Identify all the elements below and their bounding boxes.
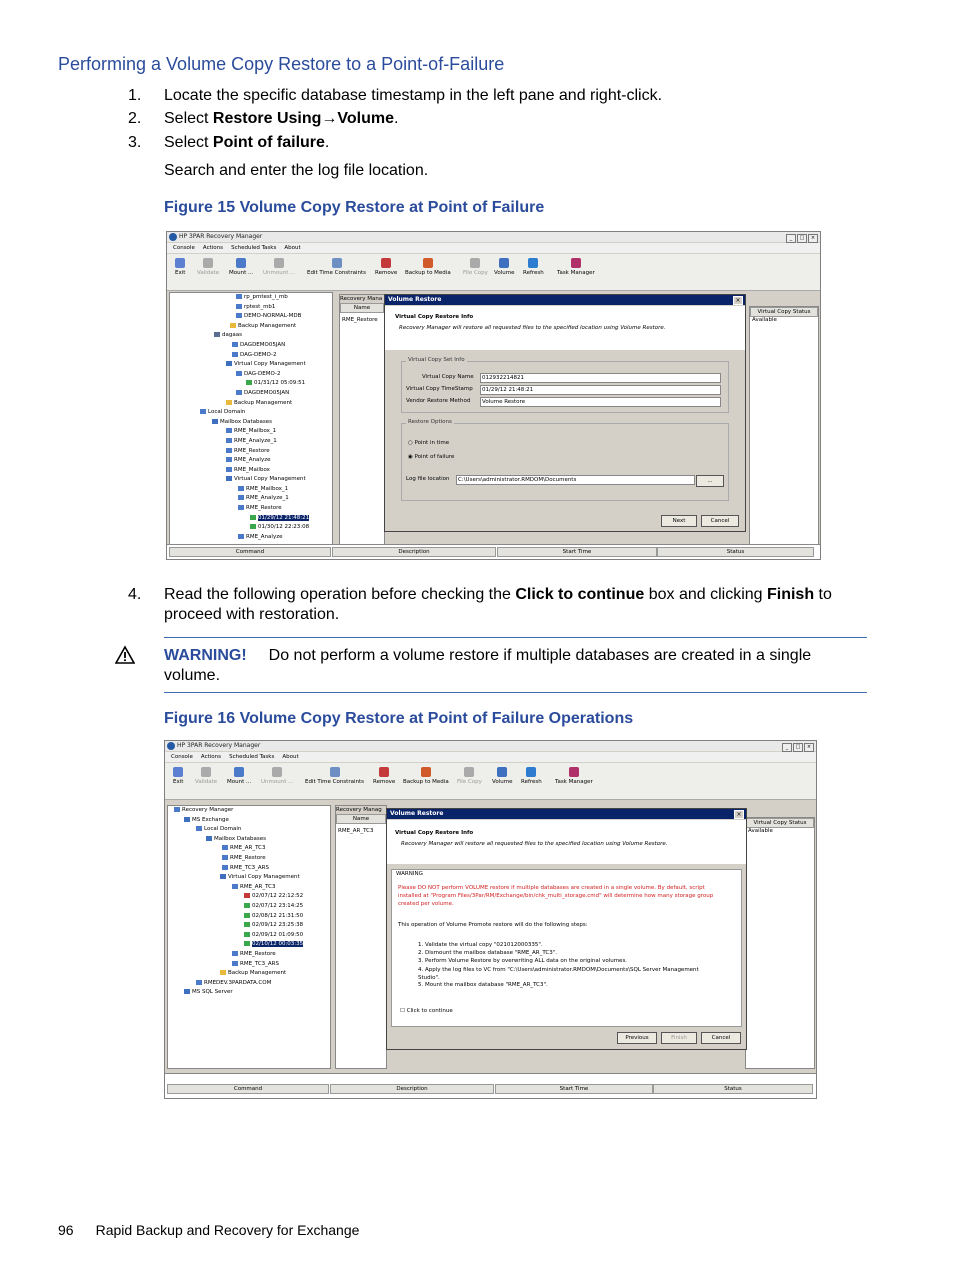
step-4-number: 4. xyxy=(128,586,142,603)
tree-node[interactable]: RME_TC3_ARS xyxy=(168,960,330,970)
mount-button[interactable]: Mount ... xyxy=(227,767,251,785)
toolbar xyxy=(167,254,820,291)
vc-name-field: 012932214821 xyxy=(480,373,721,383)
maximize-icon[interactable]: □ xyxy=(793,743,803,752)
tree-node[interactable]: DAG-DEMO-2 xyxy=(170,351,332,361)
tree-node[interactable]: Virtual Copy Management xyxy=(168,873,330,883)
cancel-button[interactable]: Cancel xyxy=(701,1032,741,1044)
menu-scheduled-tasks[interactable]: Scheduled Tasks xyxy=(229,754,275,760)
menu-console[interactable]: Console xyxy=(171,754,193,760)
step-3-number: 3. xyxy=(128,134,142,151)
exit-icon xyxy=(175,258,185,268)
figure-16-screenshot xyxy=(164,740,817,1099)
unmount-icon xyxy=(272,767,282,777)
figure-15-caption: Figure 15 Volume Copy Restore at Point of Failure xyxy=(164,199,545,216)
point-of-failure-radio[interactable]: ◉ Point of failure xyxy=(408,454,455,460)
previous-button[interactable]: Previous xyxy=(617,1032,657,1044)
remove-icon xyxy=(379,767,389,777)
info-banner xyxy=(387,820,746,864)
exit-button[interactable]: Exit xyxy=(173,767,183,785)
restore-options-group xyxy=(401,419,729,501)
refresh-button[interactable]: Refresh xyxy=(523,258,544,276)
section-heading: Performing a Volume Copy Restore to a Point-of-Failure xyxy=(58,54,505,74)
status-value: Available xyxy=(748,828,773,834)
minimize-icon[interactable]: _ xyxy=(786,234,796,243)
middle-pane-header: Recovery Mana xyxy=(340,296,383,302)
volume-icon xyxy=(499,258,509,268)
backup-to-media-button[interactable]: Backup to Media xyxy=(403,767,449,785)
hp-logo-icon xyxy=(167,742,175,750)
steps-intro: This operation of Volume Promote restore will do the following steps: xyxy=(398,922,588,928)
info-text: Recovery Manager will restore all requested files to the specified location using Volume Restore. xyxy=(399,325,666,331)
unmount-icon xyxy=(274,258,284,268)
tree-node[interactable]: Virtual Copy Management xyxy=(170,360,332,370)
description-column[interactable]: Description xyxy=(330,1084,494,1094)
dialog-title: Volume Restore xyxy=(387,809,746,819)
task-manager-button[interactable]: Task Manager xyxy=(555,767,593,785)
figure-15-screenshot xyxy=(166,231,821,560)
vendor-method-label: Vendor Restore Method xyxy=(406,398,471,404)
file-copy-icon xyxy=(470,258,480,268)
click-to-continue-checkbox[interactable]: ☐ Click to continue xyxy=(400,1008,453,1014)
tree-node[interactable]: DAGDEMO05JAN xyxy=(170,389,332,399)
log-file-input[interactable]: C:\Users\administrator.RMDOM\Documents xyxy=(456,475,695,485)
hp-logo-icon xyxy=(169,233,177,241)
window-titlebar xyxy=(167,232,820,242)
set-info-label: Virtual Copy Set Info xyxy=(408,357,465,363)
step-1-number: 1. xyxy=(128,87,142,104)
tree-node[interactable]: Mailbox Databases xyxy=(168,835,330,845)
menu-bar xyxy=(167,243,820,253)
task-grid xyxy=(167,544,820,559)
next-button[interactable]: Next xyxy=(661,515,697,527)
menu-console[interactable]: Console xyxy=(173,245,195,251)
remove-button[interactable]: Remove xyxy=(373,767,395,785)
tree-node[interactable]: 01/30/12 22:23:08 xyxy=(170,523,332,533)
menu-about[interactable]: About xyxy=(284,245,301,251)
menu-actions[interactable]: Actions xyxy=(202,245,224,251)
tree-node[interactable]: 02/07/12 22:12:52 xyxy=(168,892,330,902)
name-column-header[interactable]: Name xyxy=(336,814,386,824)
refresh-icon xyxy=(528,258,538,268)
middle-pane xyxy=(339,294,385,546)
validate-icon xyxy=(201,767,211,777)
warning-top-rule xyxy=(164,637,867,638)
virtual-copy-status-header[interactable]: Virtual Copy Status xyxy=(750,307,818,317)
dialog-close-icon[interactable]: × xyxy=(733,296,743,305)
tree-node[interactable]: DEMO-NORMAL-MDB xyxy=(170,312,332,322)
right-pane xyxy=(745,817,815,1069)
vc-timestamp-label: Virtual Copy TimeStamp xyxy=(406,386,473,392)
menu-bar xyxy=(165,752,816,762)
middle-pane-header: Recovery Manag xyxy=(336,806,386,814)
time-constraints-icon xyxy=(332,258,342,268)
browse-button[interactable]: ... xyxy=(696,475,724,487)
virtual-copy-set-info-group xyxy=(401,357,729,413)
close-icon[interactable]: × xyxy=(804,743,814,752)
tree-node[interactable]: dagaas xyxy=(170,331,332,341)
file-copy-icon xyxy=(464,767,474,777)
volume-restore-dialog xyxy=(386,808,747,1050)
vendor-method-field: Volume Restore xyxy=(480,397,721,407)
warning-title: WARNING xyxy=(396,871,423,877)
middle-row[interactable]: RME_AR_TC3 xyxy=(338,828,374,834)
restore-options-label: Restore Options xyxy=(408,419,452,425)
task-manager-icon xyxy=(571,258,581,268)
tree-node[interactable]: RME_Mailbox_1 xyxy=(170,485,332,495)
tree-node[interactable]: RME_AR_TC3 xyxy=(168,883,330,893)
volume-icon xyxy=(497,767,507,777)
volume-button[interactable]: Volume xyxy=(494,258,514,276)
vc-name-label: Virtual Copy Name xyxy=(422,374,474,380)
right-pane xyxy=(749,306,819,546)
status-value: Available xyxy=(752,317,777,323)
tree-node[interactable]: RME_Analyze xyxy=(170,533,332,543)
navigation-tree xyxy=(167,805,331,1069)
tree-node[interactable]: RME_Restore xyxy=(170,447,332,457)
tree-node[interactable]: Local Domain xyxy=(168,825,330,835)
edit-time-constraints-button[interactable]: Edit Time Constraints xyxy=(307,258,366,276)
status-column[interactable]: Status xyxy=(657,547,814,557)
volume-button[interactable]: Volume xyxy=(492,767,512,785)
page-footer xyxy=(58,1222,359,1238)
unmount-button[interactable]: Unmount ... xyxy=(261,767,293,785)
step-4-text: Read the following operation before checking the Click to continue box and clicking Finish to proceed with restoration. xyxy=(164,586,832,623)
warning-red-text: Please DO NOT perform VOLUME restore if multiple databases are created in a single volume. By default, script installed at "Program Files/3Par/RM/Exchange/bin/chk_multi_storage.cmd" will determine how many storage group created per volume. xyxy=(398,885,714,907)
window-title: HP 3PAR Recovery Manager xyxy=(179,233,263,240)
warning-bottom-rule xyxy=(164,692,867,693)
figure-16-caption: Figure 16 Volume Copy Restore at Point of Failure Operations xyxy=(164,710,634,727)
menu-scheduled-tasks[interactable]: Scheduled Tasks xyxy=(231,245,277,251)
task-manager-icon xyxy=(569,767,579,777)
start-time-column[interactable]: Start Time xyxy=(497,547,657,557)
middle-row[interactable]: RME_Restore xyxy=(342,317,378,323)
tree-node-selected[interactable]: 01/29/12 21:48:21 xyxy=(170,514,332,524)
info-title: Virtual Copy Restore Info xyxy=(395,830,474,836)
window-titlebar xyxy=(165,741,816,751)
tree-node[interactable]: RME_Analyze_1 xyxy=(170,494,332,504)
tree-node[interactable]: Mailbox Databases xyxy=(170,418,332,428)
volume-restore-dialog xyxy=(384,294,746,532)
finish-button[interactable]: Finish xyxy=(661,1032,697,1044)
refresh-button[interactable]: Refresh xyxy=(521,767,542,785)
start-time-column[interactable]: Start Time xyxy=(495,1084,653,1094)
menu-actions[interactable]: Actions xyxy=(200,754,222,760)
validate-icon xyxy=(203,258,213,268)
info-title: Virtual Copy Restore Info xyxy=(395,314,474,320)
tree-node[interactable]: RME_AR_TC3 xyxy=(168,844,330,854)
page-number: 96 xyxy=(58,1222,74,1238)
tree-node[interactable]: 02/09/12 01:09:50 xyxy=(168,931,330,941)
minimize-icon[interactable]: _ xyxy=(782,743,792,752)
tree-node[interactable]: 02/09/12 23:25:38 xyxy=(168,921,330,931)
navigation-tree xyxy=(169,292,333,546)
task-grid xyxy=(165,1073,816,1098)
unmount-button[interactable]: Unmount ... xyxy=(263,258,295,276)
window-title: HP 3PAR Recovery Manager xyxy=(177,742,261,749)
tree-node[interactable]: RME_Restore xyxy=(168,950,330,960)
step-line: 2. Dismount the mailbox database "RME_AR_TC3". xyxy=(418,950,558,956)
tree-node[interactable]: Recovery Manager xyxy=(168,806,330,816)
tree-node[interactable]: Backup Management xyxy=(170,399,332,409)
tree-node[interactable]: 01/31/12 05:09:51 xyxy=(170,379,332,389)
tree-node[interactable]: rp_pmtest_i_mb xyxy=(170,293,332,303)
warning-panel xyxy=(391,869,742,1027)
mount-icon xyxy=(234,767,244,777)
name-column-header[interactable]: Name xyxy=(340,303,384,313)
info-banner xyxy=(385,306,745,350)
mount-icon xyxy=(236,258,246,268)
step-line: 5. Mount the mailbox database "RME_AR_TC3". xyxy=(418,982,548,988)
dialog-title: Volume Restore xyxy=(385,295,745,305)
tree-node[interactable]: DAGDEMO05JAN xyxy=(170,341,332,351)
edit-time-constraints-button[interactable]: Edit Time Constraints xyxy=(305,767,364,785)
tree-node[interactable]: DAG-DEMO-2 xyxy=(170,370,332,380)
menu-about[interactable]: About xyxy=(282,754,299,760)
remove-icon xyxy=(381,258,391,268)
remove-button[interactable]: Remove xyxy=(375,258,397,276)
backup-media-icon xyxy=(423,258,433,268)
backup-media-icon xyxy=(421,767,431,777)
tree-node[interactable]: RME_Mailbox xyxy=(170,466,332,476)
tree-node[interactable]: RMEDEV.3PARDATA.COM xyxy=(168,979,330,989)
tree-node[interactable]: Backup Management xyxy=(170,322,332,332)
step-3-text: Select Point of failure. xyxy=(164,134,330,151)
warning-text: WARNING! Do not perform a volume restore if multiple databases are created in a single volume. xyxy=(164,647,812,684)
tree-node[interactable]: 02/08/12 21:31:50 xyxy=(168,912,330,922)
tree-node[interactable]: Local Domain xyxy=(170,408,332,418)
tree-node[interactable]: RME_Mailbox_1 xyxy=(170,427,332,437)
tree-node[interactable]: Backup Management xyxy=(168,969,330,979)
toolbar xyxy=(165,763,816,800)
tree-node[interactable]: RME_Analyze_1 xyxy=(170,437,332,447)
info-text: Recovery Manager will restore all requested files to the specified location using Volume Restore. xyxy=(401,841,668,847)
step-line: 3. Perform Volume Restore by overwriting ALL data on the original volumes. xyxy=(418,958,628,964)
tree-node[interactable]: rptest_mb1 xyxy=(170,303,332,313)
command-column[interactable]: Command xyxy=(167,1084,329,1094)
maximize-icon[interactable]: □ xyxy=(797,234,807,243)
step-line: 1. Validate the virtual copy "021012000335". xyxy=(418,942,543,948)
tree-node[interactable]: Virtual Copy Management xyxy=(170,475,332,485)
tree-node[interactable]: 02/07/12 23:14:25 xyxy=(168,902,330,912)
step-3-subtext: Search and enter the log file location. xyxy=(164,162,429,179)
log-file-label: Log file location xyxy=(406,476,450,482)
task-manager-button[interactable]: Task Manager xyxy=(557,258,595,276)
exit-button[interactable]: Exit xyxy=(175,258,185,276)
status-column[interactable]: Status xyxy=(653,1084,813,1094)
warning-icon xyxy=(115,645,135,665)
file-copy-button[interactable]: File Copy xyxy=(463,258,488,276)
step-1-text: Locate the specific database timestamp in the left pane and right-click. xyxy=(164,87,663,104)
step-2-number: 2. xyxy=(128,110,142,127)
tree-node-selected[interactable]: 02/10/12 00:03:35 xyxy=(168,940,330,950)
description-column[interactable]: Description xyxy=(332,547,496,557)
file-copy-button[interactable]: File Copy xyxy=(457,767,482,785)
validate-button[interactable]: Validate xyxy=(197,258,219,276)
virtual-copy-status-header[interactable]: Virtual Copy Status xyxy=(746,818,814,828)
cancel-button[interactable]: Cancel xyxy=(701,515,739,527)
vc-timestamp-field: 01/29/12 21:48:21 xyxy=(480,385,721,395)
footer-title: Rapid Backup and Recovery for Exchange xyxy=(95,1222,360,1238)
step-line: 4. Apply the log files to VC from "C:\Users\administrator.RMDOM\Documents\SQL Server Management Studio". xyxy=(418,967,699,981)
tree-node[interactable]: MS SQL Server xyxy=(168,988,330,998)
tree-node[interactable]: RME_Restore xyxy=(168,854,330,864)
mount-button[interactable]: Mount ... xyxy=(229,258,253,276)
close-icon[interactable]: × xyxy=(808,234,818,243)
command-column[interactable]: Command xyxy=(169,547,331,557)
point-in-time-radio[interactable]: ○ Point in time xyxy=(408,440,450,446)
backup-to-media-button[interactable]: Backup to Media xyxy=(405,258,451,276)
validate-button[interactable]: Validate xyxy=(195,767,217,785)
dialog-close-icon[interactable]: × xyxy=(734,810,744,819)
time-constraints-icon xyxy=(330,767,340,777)
tree-node[interactable]: RME_Restore xyxy=(170,504,332,514)
tree-node[interactable]: MS Exchange xyxy=(168,816,330,826)
exit-icon xyxy=(173,767,183,777)
middle-pane xyxy=(335,805,387,1069)
step-2-text: Select Restore Using→Volume. xyxy=(164,110,399,127)
tree-node[interactable]: RME_TC3_ARS xyxy=(168,864,330,874)
refresh-icon xyxy=(526,767,536,777)
tree-node[interactable]: RME_Analyze xyxy=(170,456,332,466)
